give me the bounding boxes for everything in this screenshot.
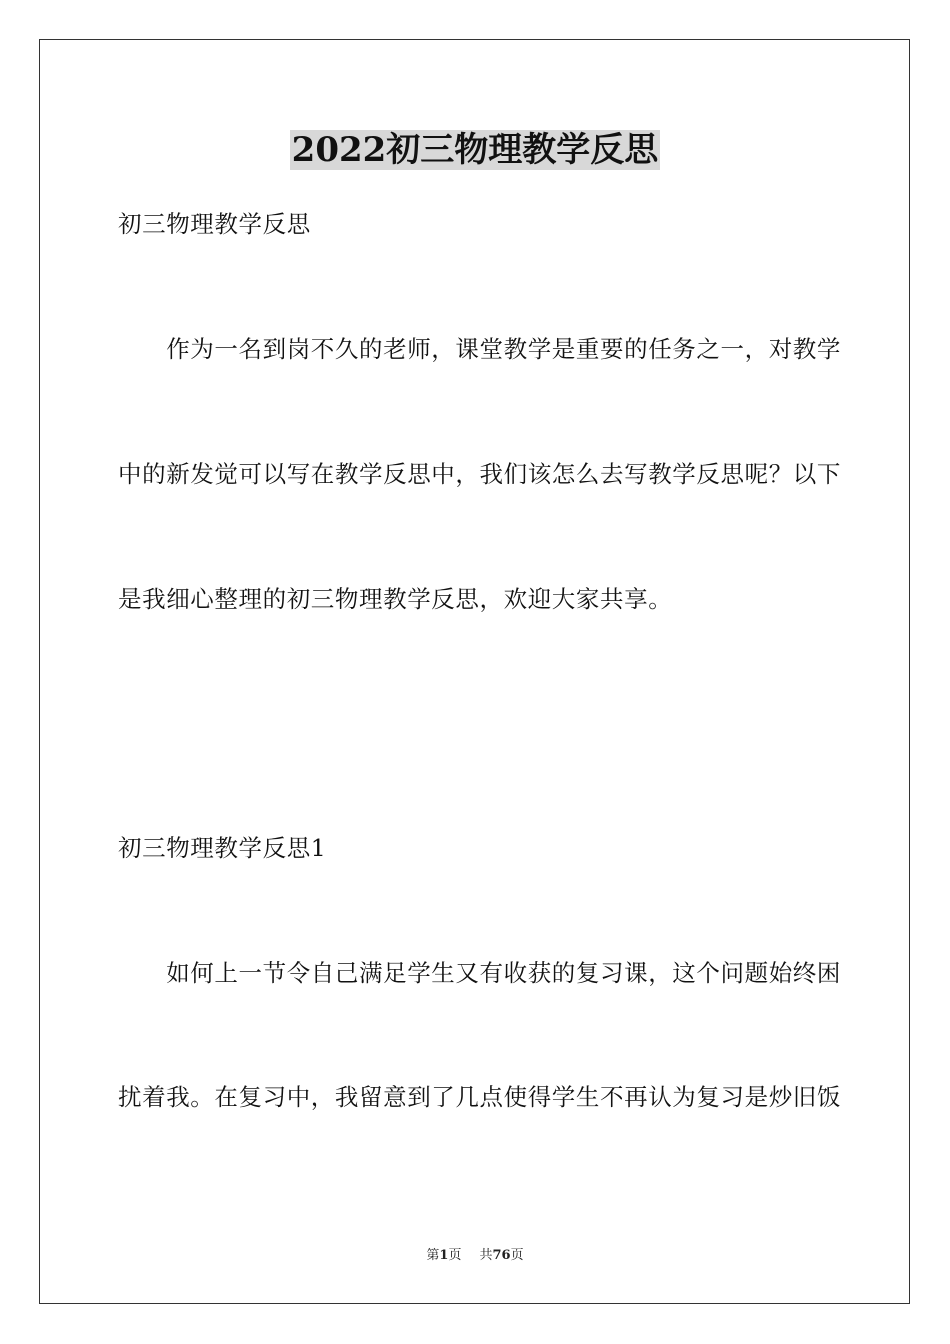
paragraph-line: 扰着我。在复习中，我留意到了几点使得学生不再认为复习是炒旧饭 [118,1083,841,1111]
footer-total-pages: 76 [492,1248,511,1263]
section-heading: 初三物理教学反思1 [118,834,327,862]
paragraph-line: 中的新发觉可以写在教学反思中，我们该怎么去写教学反思呢？以下 [118,460,841,488]
paragraph-line: 如何上一节令自己满足学生又有收获的复习课，这个问题始终困 [118,959,841,987]
footer-page-prefix: 第 [426,1248,440,1263]
document-subheading: 初三物理教学反思 [118,210,311,238]
paragraph-line: 是我细心整理的初三物理教学反思，欢迎大家共享。 [118,585,673,613]
document-title-text: 2022初三物理教学反思 [291,130,659,170]
footer-total-suffix: 页 [510,1248,524,1263]
footer-page-suffix: 页 [448,1248,462,1263]
paragraph-line: 作为一名到岗不久的老师，课堂教学是重要的任务之一，对教学 [118,335,841,363]
document-title [0,128,950,172]
footer-total-prefix: 共 [479,1248,493,1263]
footer-page-number: 1 [439,1248,449,1263]
page-footer [0,1246,950,1266]
